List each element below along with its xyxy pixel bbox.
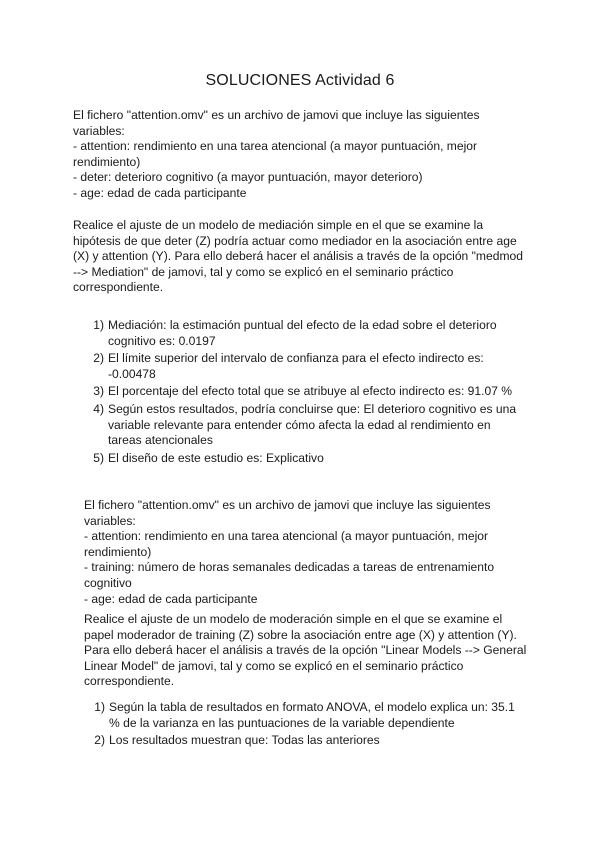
text-line: correspondiente. [84,674,175,689]
text-line: rendimiento) [73,154,141,169]
answer-number: 5 ) [90,451,104,467]
section2-answers [91,700,515,751]
text-line: variables: [73,123,125,138]
answer-item [90,451,516,467]
answer-item [90,384,516,400]
answer-text: Según estos resultados, podría concluirse que: El deterioro cognitivo es una [108,401,517,416]
answer-text: Según la tabla de resultados en formato ANOVA, el modelo explica un: 35.1 [109,700,515,714]
section2-intro [84,498,494,607]
answer-item [90,318,516,349]
text-line: Para ello deberá hacer el análisis a través de la opción "Linear Models --> General [84,643,527,658]
text-line: papel moderador de training (Z) sobre la asociación entre age (X) y attention (Y). [84,627,517,642]
text-line: - training: número de horas semanales dedicadas a tareas de entrenamiento [84,560,495,575]
answer-text: Los resultados muestran que: Todas las anteriores [109,733,380,748]
text-line: El fichero "attention.omv" es un archivo de jamovi que incluye las siguientes [84,498,491,512]
answer-item [90,351,516,382]
answer-text: tareas atencionales [108,433,213,448]
text-line: correspondiente. [73,280,164,295]
text-line: - attention: rendimiento en una tarea atencional (a mayor puntuación, mejor [73,139,478,154]
text-line: cognitivo [84,575,132,590]
answer-text: El límite superior del intervalo de confianza para el efecto indirecto es: [108,351,484,366]
answer-text: Mediación: la estimación puntual del efecto de la edad sobre el deterioro [108,318,497,332]
section1-intro [73,108,480,202]
answer-number: 3 ) [90,384,104,400]
answer-text: -0.00478 [108,366,156,381]
answer-text: % de la varianza en las puntuaciones de la variable dependiente [109,715,455,730]
answer-item [90,402,516,449]
text-line: (X) y attention (Y). Para ello deberá hacer el análisis a través de la opción "medmod [73,249,523,264]
answer-text: variable relevante para entender cómo afecta la edad al rendimiento en [108,417,491,432]
text-line: variables: [84,513,136,528]
text-line: - attention: rendimiento en una tarea atencional (a mayor puntuación, mejor [84,529,489,544]
text-line: - age: edad de cada participante [73,185,247,200]
text-line: El fichero "attention.omv" es un archivo de jamovi que incluye las siguientes [73,108,480,122]
section2-task [84,612,526,690]
answer-number: 4 ) [90,402,104,418]
answer-number: 1 ) [90,318,104,334]
text-line: --> Mediation" de jamovi, tal y como se explicó en el seminario práctico [73,264,454,279]
answer-item [91,733,515,749]
text-line: rendimiento) [84,544,152,559]
text-line: - deter: deterioro cognitivo (a mayor puntuación, mayor deterioro) [73,170,423,185]
section1-task [73,218,523,296]
answer-text: El diseño de este estudio es: Explicativo [108,450,324,465]
answer-text: cognitivo es: 0.0197 [108,333,216,348]
text-line: Realice el ajuste de un modelo de mediación simple en el que se examine la [73,218,484,232]
page-title: SOLUCIONES Actividad 6 [205,72,395,89]
text-line: Realice el ajuste de un modelo de moderación simple en el que se examine el [84,612,503,626]
section1-answers [90,318,516,468]
text-line: hipótesis de que deter (Z) podría actuar como mediador en la asociación entre age [73,233,517,248]
answer-number: 1 ) [91,700,105,716]
answer-item [91,700,515,731]
answer-text: El porcentaje del efecto total que se atribuye al efecto indirecto es: 91.07 % [108,384,513,399]
answer-number: 2 ) [90,351,104,367]
text-line: - age: edad de cada participante [84,591,258,606]
text-line: Linear Model" de jamovi, tal y como se explicó en el seminario práctico [84,658,464,673]
answer-number: 2 ) [91,733,105,749]
